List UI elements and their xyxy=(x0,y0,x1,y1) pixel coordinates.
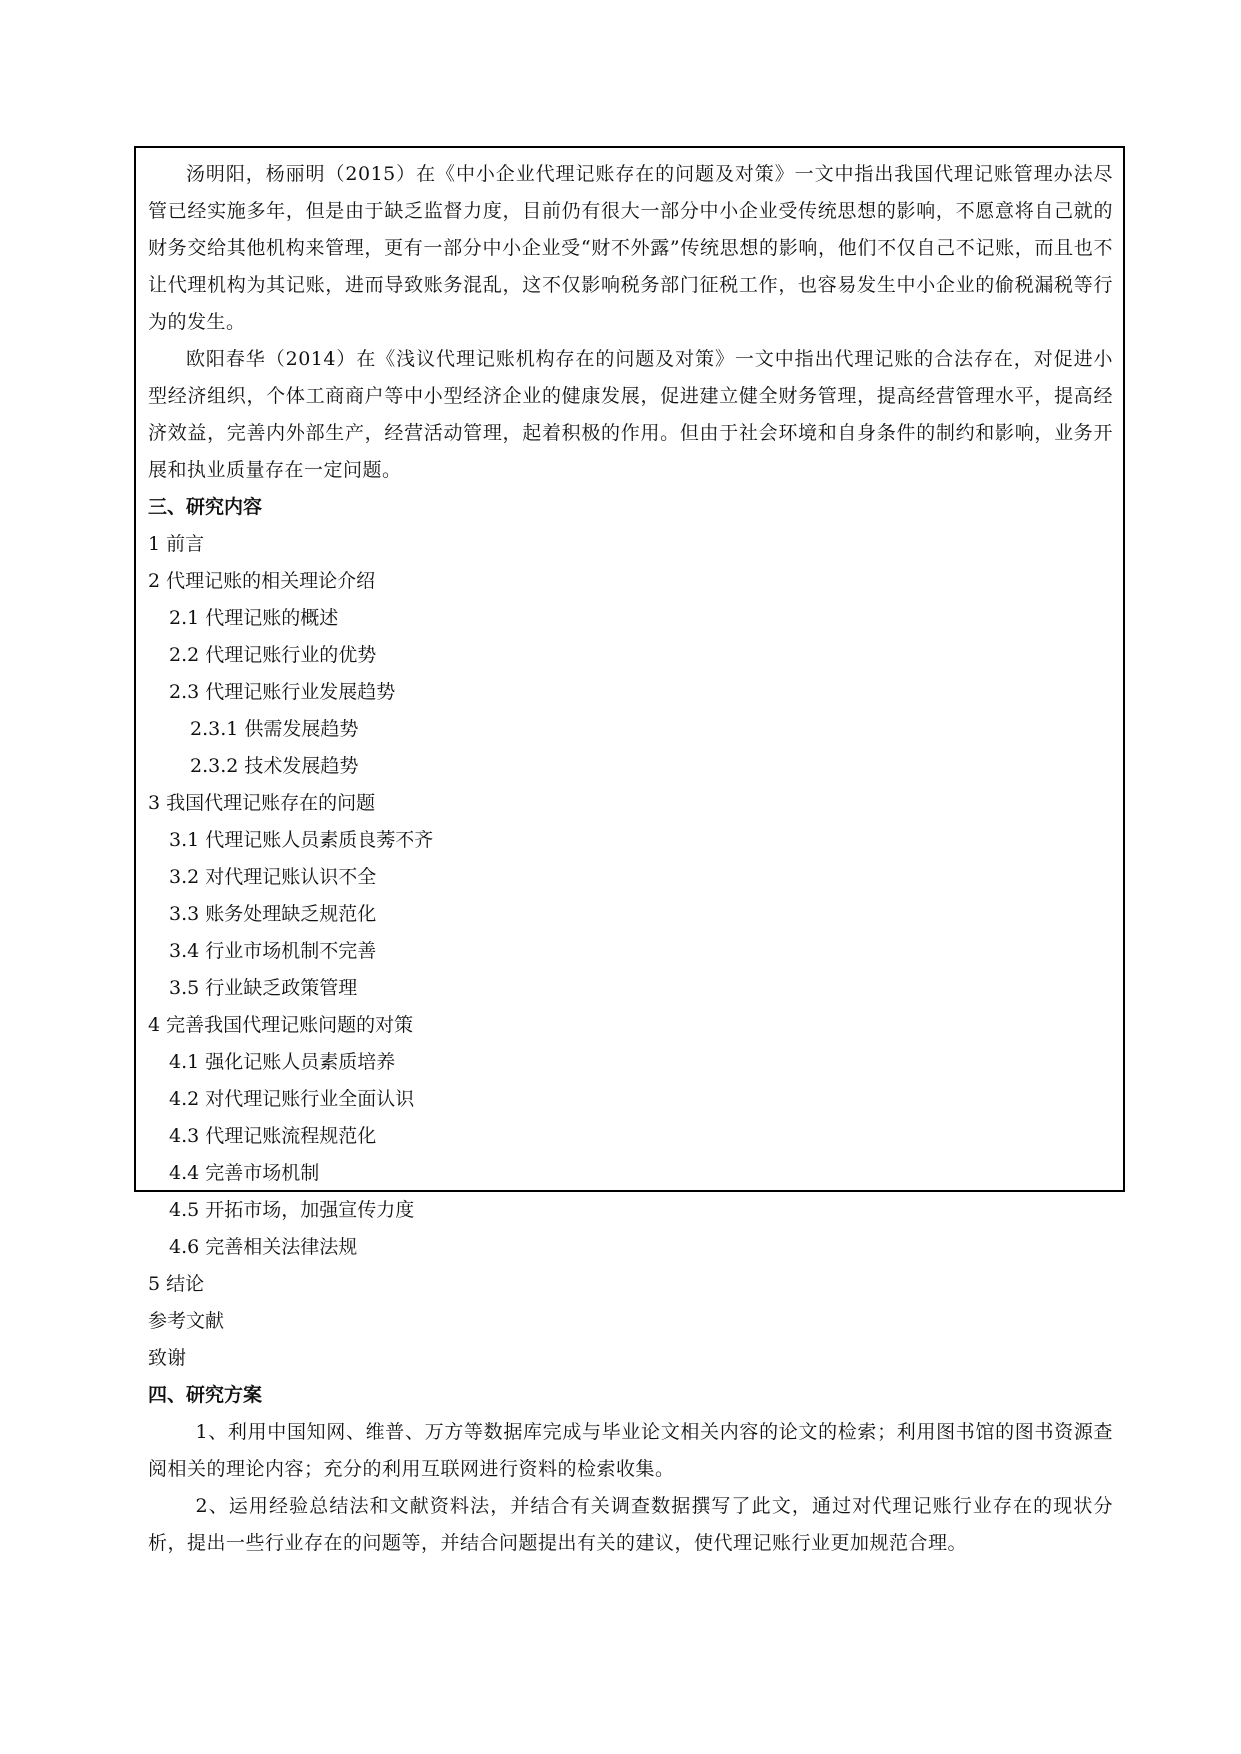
review-paragraph: 汤明阳，杨丽明（2015）在《中小企业代理记账存在的问题及对策》一文中指出我国代理记账管理办法尽管已经实施多年，但是由于缺乏监督力度，目前仍有很大一部分中小企业受传统思想的影响，不愿意将自己就的财务交给其他机构来管理，更有一部分中小企业受“财不外露”传统思想的影响，他们不仅自己不记账，而且也不让代理机构为其记账，进而导致账务混乱，这不仅影响税务部门征税工作，也容易发生中小企业的偷税漏税等行为的发生。 xyxy=(148,163,1113,333)
outline-item: 4.3 代理记账流程规范化 xyxy=(169,1125,377,1147)
section-heading-research-content: 三、研究内容 xyxy=(148,496,263,518)
outline-item: 3.2 对代理记账认识不全 xyxy=(169,866,377,888)
outline-item: 3.5 行业缺乏政策管理 xyxy=(169,977,358,999)
outline-item: 1 前言 xyxy=(148,533,205,555)
outline-item: 参考文献 xyxy=(148,1310,225,1332)
plan-item: 1、利用中国知网、维普、万方等数据库完成与毕业论文相关内容的论文的检索；利用图书馆的图书资源查阅相关的理论内容；充分的利用互联网进行资料的检索收集。 xyxy=(148,1421,1113,1480)
outline-item: 4.5 开拓市场，加强宣传力度 xyxy=(169,1199,415,1221)
outline-item: 2.3.2 技术发展趋势 xyxy=(190,755,359,777)
outline-item: 4.1 强化记账人员素质培养 xyxy=(169,1051,396,1073)
outline-item: 4 完善我国代理记账问题的对策 xyxy=(148,1014,414,1036)
document-frame xyxy=(134,146,1125,1554)
review-paragraph: 欧阳春华（2014）在《浅议代理记账机构存在的问题及对策》一文中指出代理记账的合法存在，对促进小型经济组织，个体工商商户等中小型经济企业的健康发展，促进建立健全财务管理，提高经营管理水平，提高经济效益，完善内外部生产，经营活动管理，起着积极的作用。但由于社会环境和自身条件的制约和影响，业务开展和执业质量存在一定问题。 xyxy=(148,348,1113,481)
outline-item: 2.1 代理记账的概述 xyxy=(169,607,339,629)
outline-item: 2.3 代理记账行业发展趋势 xyxy=(169,681,396,703)
outline-item: 致谢 xyxy=(148,1347,187,1369)
outline-item: 3.4 行业市场机制不完善 xyxy=(169,940,377,962)
outline-item: 3 我国代理记账存在的问题 xyxy=(148,792,376,814)
outline-item: 4.4 完善市场机制 xyxy=(169,1162,320,1184)
outline-item: 2 代理记账的相关理论介绍 xyxy=(148,570,376,592)
outline-item: 4.6 完善相关法律法规 xyxy=(169,1236,358,1258)
outline-item: 3.1 代理记账人员素质良莠不齐 xyxy=(169,829,434,851)
plan-item: 2、运用经验总结法和文献资料法，并结合有关调查数据撰写了此文，通过对代理记账行业存在的现状分析，提出一些行业存在的问题等，并结合问题提出有关的建议，使代理记账行业更加规范合理。 xyxy=(148,1495,1113,1554)
outline-item: 3.3 账务处理缺乏规范化 xyxy=(169,903,377,925)
outline-item: 2.2 代理记账行业的优势 xyxy=(169,644,377,666)
outline-list xyxy=(148,526,1113,1377)
outline-item: 4.2 对代理记账行业全面认识 xyxy=(169,1088,415,1110)
outline-item: 2.3.1 供需发展趋势 xyxy=(190,718,359,740)
section-heading-research-plan: 四、研究方案 xyxy=(148,1384,263,1406)
outline-item: 5 结论 xyxy=(148,1273,205,1295)
